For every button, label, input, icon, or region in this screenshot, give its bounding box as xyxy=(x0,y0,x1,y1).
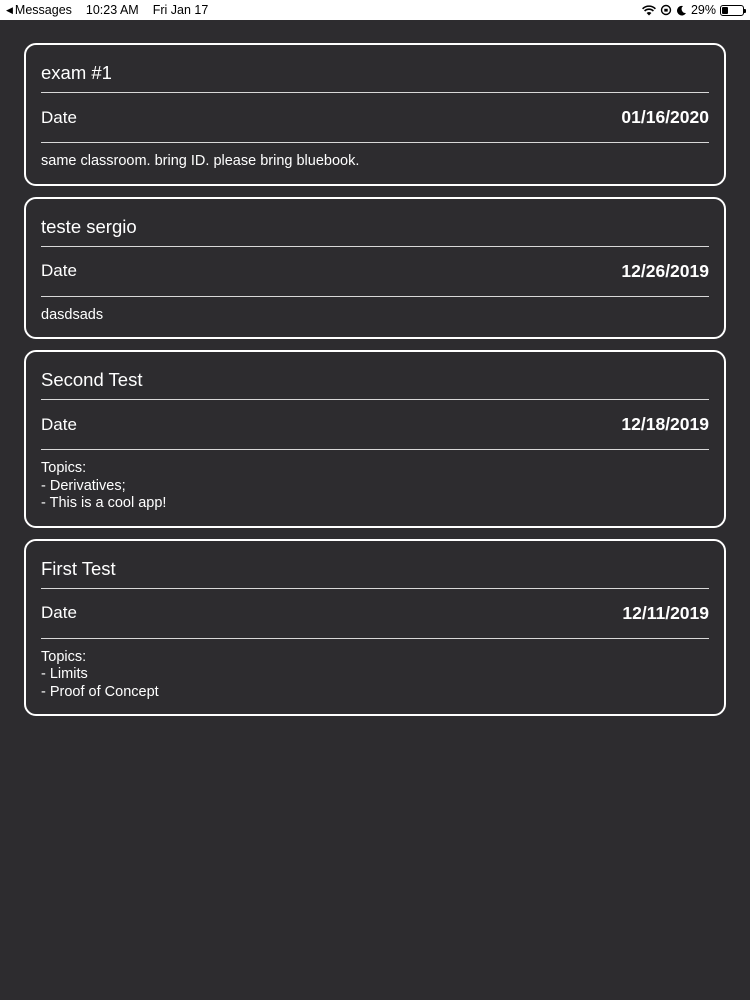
exam-card[interactable] xyxy=(24,350,726,528)
date-value: 01/16/2020 xyxy=(621,107,709,127)
status-date: Fri Jan 17 xyxy=(152,3,209,17)
date-label: Date xyxy=(41,603,77,622)
back-app-label: Messages xyxy=(14,3,72,17)
date-row xyxy=(41,247,709,297)
date-value: 12/18/2019 xyxy=(621,414,709,434)
moon-icon xyxy=(676,5,687,16)
exam-card[interactable] xyxy=(24,539,726,717)
status-bar xyxy=(0,0,750,20)
exam-notes: Topics: - Limits - Proof of Concept xyxy=(41,648,159,700)
exam-notes: dasdsads xyxy=(41,306,104,323)
back-arrow-icon: ◀ xyxy=(6,4,13,15)
date-row xyxy=(41,589,709,639)
date-value: 12/11/2019 xyxy=(622,602,709,623)
battery-icon xyxy=(720,5,744,16)
exam-card[interactable] xyxy=(24,197,726,340)
exam-notes: same classroom. bring ID. please bring bluebook. xyxy=(41,153,360,169)
date-row xyxy=(41,400,709,450)
orientation-lock-icon xyxy=(660,4,672,16)
exam-title: Second Test xyxy=(41,352,709,400)
date-row xyxy=(41,93,709,143)
exam-title: teste sergio xyxy=(41,199,709,247)
date-label: Date xyxy=(41,261,77,280)
date-label: Date xyxy=(41,414,77,434)
battery-percent: 29% xyxy=(690,3,716,17)
exam-card[interactable] xyxy=(24,43,726,186)
exam-title: exam #1 xyxy=(41,45,709,93)
wifi-icon xyxy=(642,5,656,16)
date-value: 12/26/2019 xyxy=(621,260,709,281)
date-label: Date xyxy=(41,107,77,127)
exam-notes: Topics: - Derivatives; - This is a cool app! xyxy=(41,460,167,511)
exam-list xyxy=(24,43,726,727)
status-time: 10:23 AM xyxy=(85,3,139,17)
back-to-app-link[interactable] xyxy=(6,3,72,17)
exam-title: First Test xyxy=(41,541,709,589)
